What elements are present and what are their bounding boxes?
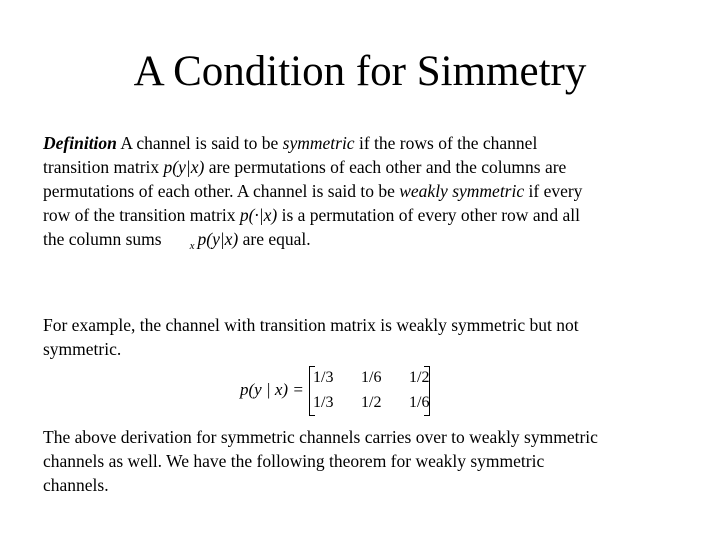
definition-text: row of the transition matrix [43,205,240,225]
definition-text: A channel is said to be [116,133,283,153]
conclusion-line-1: The above derivation for symmetric channels carries over to weakly symmetric [43,427,598,447]
definition-text: if the rows of the channel [354,133,538,153]
matrix-cell: 1/2 [361,394,382,411]
matrix-cell: 1/3 [313,394,334,411]
definition-line-1 [43,131,693,155]
matrix-row [313,394,457,412]
term-symmetric: symmetric [282,133,355,153]
definition-text: are equal. [238,229,311,249]
conclusion-line-2: channels as well. We have the following theorem for weakly symmetric [43,451,545,471]
matrix-cell: 1/3 [313,369,334,386]
matrix-cell: 1/6 [361,369,382,386]
matrix-label: p(y | x) = [240,380,304,399]
example-paragraph [43,313,693,361]
definition-text: is a permutation of every other row and all [277,205,580,225]
definition-text: transition matrix [43,157,164,177]
transition-matrix [240,366,430,416]
matrix-row [313,369,457,387]
conclusion-line-3: channels. [43,475,109,495]
matrix-right-bracket [424,366,430,416]
term-weakly-symmetric: weakly symmetric [399,181,525,201]
definition-line-5 [43,227,693,258]
slide-title: A Condition for Simmetry [133,48,587,95]
formula-column-sum: p(y|x) [197,229,239,249]
definition-text: if every [524,181,583,201]
definition-label: Definition [43,133,117,153]
formula-p-dot-x: p(·|x) [239,205,278,225]
example-line-2: symmetric. [43,339,122,359]
definition-line-2 [43,155,693,179]
formula-pyx: p(y|x) [163,157,205,177]
definition-text: permutations of each other. A channel is said to be [43,181,400,201]
example-line-1: For example, the channel with transition matrix is weakly symmetric but not [43,315,579,335]
definition-text: are permutations of each other and the columns are [204,157,567,177]
definition-line-3 [43,179,693,203]
definition-text: the column sums [43,229,162,249]
conclusion-paragraph [43,425,693,497]
sum-subscript: x [189,240,195,252]
definition-paragraph [43,131,693,258]
matrix-cell: 1/2 [409,369,430,386]
definition-line-4 [43,203,693,227]
matrix-cell: 1/6 [409,394,430,411]
